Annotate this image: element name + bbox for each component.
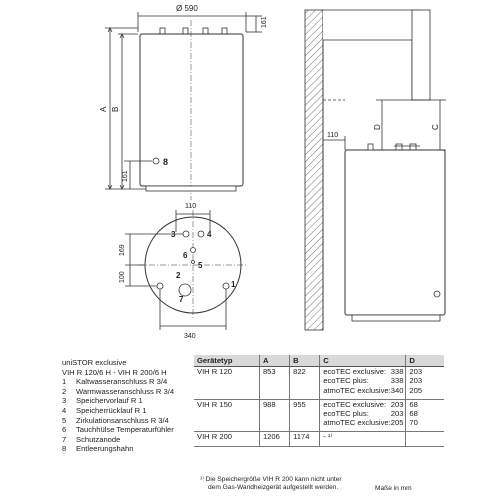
legend-title: uniSTOR exclusive xyxy=(62,358,127,367)
plan-label-7: 7 xyxy=(179,295,184,304)
dim-a-label: A xyxy=(99,106,108,112)
connection-legend xyxy=(62,358,190,454)
header-c: C xyxy=(320,355,406,367)
dim-161-bottom-label: 161 xyxy=(122,170,129,182)
dim-b-label: B xyxy=(111,106,120,112)
legend-item: 5 Zirkulationsanschluss R 3/4 xyxy=(62,415,169,425)
dimension-table xyxy=(194,355,444,447)
units-note: Maße in mm xyxy=(375,485,412,492)
dim-110-side-label: 110 xyxy=(327,132,339,139)
dim-340-label: 340 xyxy=(184,333,196,340)
legend-item: 7 Schutzanode xyxy=(62,434,121,444)
header-a: A xyxy=(259,355,289,367)
plan-view xyxy=(125,210,248,330)
plan-label-5: 5 xyxy=(198,261,203,270)
legend-item: 6 Tauchhülse Temperaturfühler xyxy=(62,425,174,435)
plan-label-2: 2 xyxy=(176,271,181,280)
dim-c-label: C xyxy=(431,124,440,130)
table-row: VIH R 200 1206 1174 - ¹⁾ xyxy=(194,432,444,446)
header-d: D xyxy=(406,355,444,367)
dim-161-top-label: 161 xyxy=(261,16,268,28)
table-row: VIH R 120 853 822 ecoTEC exclusive: 338 ecoTEC plus: 338 atmoTEC exclusive: 340 203 203 205 xyxy=(194,367,444,400)
header-b: B xyxy=(290,355,320,367)
legend-item: 4 Speicherrücklauf R 1 xyxy=(62,405,147,415)
plan-label-4: 4 xyxy=(207,230,212,239)
legend-item: 3 Speichervorlauf R 1 xyxy=(62,396,143,406)
dim-diameter-label: Ø 590 xyxy=(176,4,198,13)
side-view xyxy=(305,10,446,330)
legend-subtitle: VIH R 120/6 H - VIH R 200/6 H xyxy=(62,367,167,377)
legend-item: 1 Kaltwasseranschluss R 3/4 xyxy=(62,377,168,387)
dim-169-label: 169 xyxy=(119,244,126,256)
header-type: Gerätetyp xyxy=(194,355,259,367)
plan-label-1: 1 xyxy=(231,280,236,289)
plan-label-3: 3 xyxy=(171,230,176,239)
dim-d-label: D xyxy=(373,124,382,130)
footnote: ¹⁾ Die Speichergröße VIH R 200 kann nicht unter dem Gas-Wandheizgerät aufgestellt werden. xyxy=(200,476,342,492)
dim-110-plan-label: 110 xyxy=(185,203,197,210)
table-header-row xyxy=(194,355,444,367)
plan-label-6: 6 xyxy=(183,251,188,260)
front-drain-label: 8 xyxy=(163,157,169,167)
dim-100-label: 100 xyxy=(119,271,126,283)
table-row: VIH R 150 988 955 ecoTEC exclusive: 203 ecoTEC plus: 203 atmoTEC exclusive: 205 68 68 70 xyxy=(194,399,444,432)
legend-item: 2 Warmwasseranschluss R 3/4 xyxy=(62,386,175,396)
legend-item: 8 Entleerungshahn xyxy=(62,444,134,454)
